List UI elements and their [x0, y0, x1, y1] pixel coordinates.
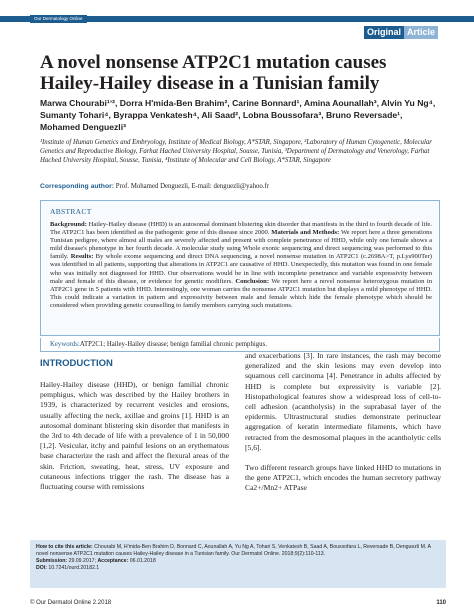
corresponding-author: [40, 182, 440, 191]
affiliations: ¹Institute of Human Genetics and Embryology, Institute of Medical Biology, A*STAR, Singapore, ²Laboratory of Human Cytogenetic, Molecular Genetics and Reproductive Biology, Farhat Hached University Hospital, Sousse, Tunisia, ³Department of Dermatology and Venerology, Farhat Hached University Hospital, Sousse, Tunisia, ⁴Institute of Molecular and Cell Biology, A*STAR, Singapore: [40, 139, 432, 165]
abstract-box: [40, 200, 440, 336]
acceptance-date: 06.01.2018: [128, 558, 156, 564]
intro-paragraph: Two different research groups have linked HHD to mutations in the gene ATP2C1, which encodes the human secretory pathway Ca2+/Mn2+ ATPase: [245, 463, 441, 493]
abstract-conclusion: We report here a novel nonsense heterozygous mutation in ATP2C1 gene in 5 patients with HHD. Interestingly, one woman carries the nonsense ATP2C1 mutation but displays a mild phenotype of HHD. This could indicate a variation in pattern and expressivity between male and female which hide the female phenotype which should be considered when providing genetic counselling to family members carrying such mutations.: [50, 277, 432, 309]
intro-paragraph: and exacerbations [3]. In rare instances, the rash may become generalized and the skin lesions may even develop into squamous cell carcinoma [4]. Penetrance in adults affected by HHD is complete but expressivity is variable [2]. Histopathological features show a widespread loss of cell-to-cell adhesion (acantholysis) in the suprabasal layer of the epidermis. Ultrastructural studies demonstrate perinuclear aggregation of keratin intermediate filaments, which have retracted from the desmosomal plaques in the acantholytic cells [5,6].: [245, 351, 441, 452]
citation-line: [36, 544, 440, 558]
doi-value[interactable]: 10.7241/ourd.20182.1: [46, 565, 100, 571]
abstract-methods: We report here a three generations Tunisian pedigree, where almost all males are severely affected and present with complete penetrance of HHD, while only one female shows a mild disease's phenotype in her fourth decade. A molecular study using Whole exonic sequencing and direct sequencing was performed to this family.: [50, 229, 433, 261]
corresponding-label: Corresponding author:: [40, 183, 115, 190]
intro-left-column: [40, 380, 229, 492]
corresponding-text: Prof. Mohamed Denguezli, E-mail: denguezli@yahoo.fr: [114, 183, 270, 190]
abstract-methods-label: Materials and Methods:: [271, 229, 340, 237]
author-list: Marwa Chourabi¹ʼ², Dorra H'mida-Ben Brahim², Carine Bonnard¹, Amina Aounallah³, Alvin Yu Ng⁴, Sumanty Tohari⁴, Byrappa Venkatesh⁴, Ali Saad², Lobna Boussofara³, Bruno Reversade¹, Mohamed Denguezli³: [40, 98, 436, 132]
abstract-text: [50, 221, 432, 310]
doi-label: DOI:: [36, 565, 47, 571]
abstract-heading: ABSTRACT: [50, 207, 92, 216]
citation-box: [30, 540, 446, 588]
introduction-heading: INTRODUCTION: [40, 358, 113, 369]
intro-right-column: [245, 351, 441, 494]
journal-name: Our Dermatology Online: [30, 15, 87, 23]
citation-text: Chourabi M, H'mida-Ben Brahim D, Bonnard C, Aounallah A, Yu Ng A, Tohari S, Venkatesh B, Saad A, Boussofara L, Reversade B, Denguezli M. A novel nonsense ATP2C1 mutation causes Hailey-Hailey disease in a Tunisian family. Our Dermatol Online. 2018;9(2):110-113.: [36, 544, 431, 557]
abstract-results: By whole exome sequencing and direct DNA sequencing, a novel nonsense mutation in ATP2C1 (c.2698A>T, p.Lys900Ter) was identified in all patients, supporting that alterations in ATP2C1 are causative of HHD. Unexpectedly, this mutation was found in one female who was initially not diagnosed for HHD. Our observations would be in line with incomplete penetrance and variable expressivity between male and female of this disease, or evidence for genetic modifiers.: [50, 253, 432, 285]
doi-line: [36, 565, 440, 572]
abstract-results-label: Results:: [70, 253, 94, 261]
keywords-text: ATP2C1; Hailey-Hailey disease; benign familial chronic pemphigus.: [79, 341, 267, 348]
acceptance-label: Acceptance:: [97, 558, 129, 564]
keywords: [40, 338, 440, 352]
badge-article: Article: [404, 26, 438, 39]
abstract-background: Hailey-Hailey disease (HHD) is an autosomal dominant blistering skin disorder that manifests in the third to fourth decade of life. The ATP2C1 has been identified as the pathogenic gene of this disease since 2000.: [50, 221, 432, 237]
submission-line: [36, 558, 440, 565]
article-type-badge: [364, 26, 438, 39]
paper-title: A novel nonsense ATP2C1 mutation causes Hailey-Hailey disease in a Tunisian family: [40, 52, 387, 94]
badge-original: Original: [364, 26, 404, 39]
keywords-label: Keywords:: [50, 341, 80, 348]
intro-paragraph: Hailey-Hailey disease (HHD), or benign familial chronic pemphigus, which was described by the Hailey brothers in 1939, is characterized by recurrent vesicles and erosions, usually affecting the neck, axillae and groins [1]. HHD is an autosomal dominant blistering skin disorder that manifests in the 3rd to 4th decade of life with a prevalence of 1 in 50,000 [1,2]. Vesicular, itchy and painful lesions on an erythematous base characterize the rash and affect the flexural areas of the skin. Friction, sweating, heat, stress, UV exposure and cutaneous infections trigger the rash. The disease has a fluctuating course with remissions: [40, 380, 229, 492]
citation-label: How to cite this article:: [36, 544, 93, 550]
submission-date: 29.09.2017;: [67, 558, 98, 564]
footer-copyright: © Our Dermatol Online 2.2018: [30, 600, 112, 606]
submission-label: Submission:: [36, 558, 68, 564]
page-number: 110: [436, 600, 446, 606]
abstract-background-label: Background:: [50, 221, 87, 228]
abstract-conclusion-label: Conclusion:: [235, 277, 270, 285]
